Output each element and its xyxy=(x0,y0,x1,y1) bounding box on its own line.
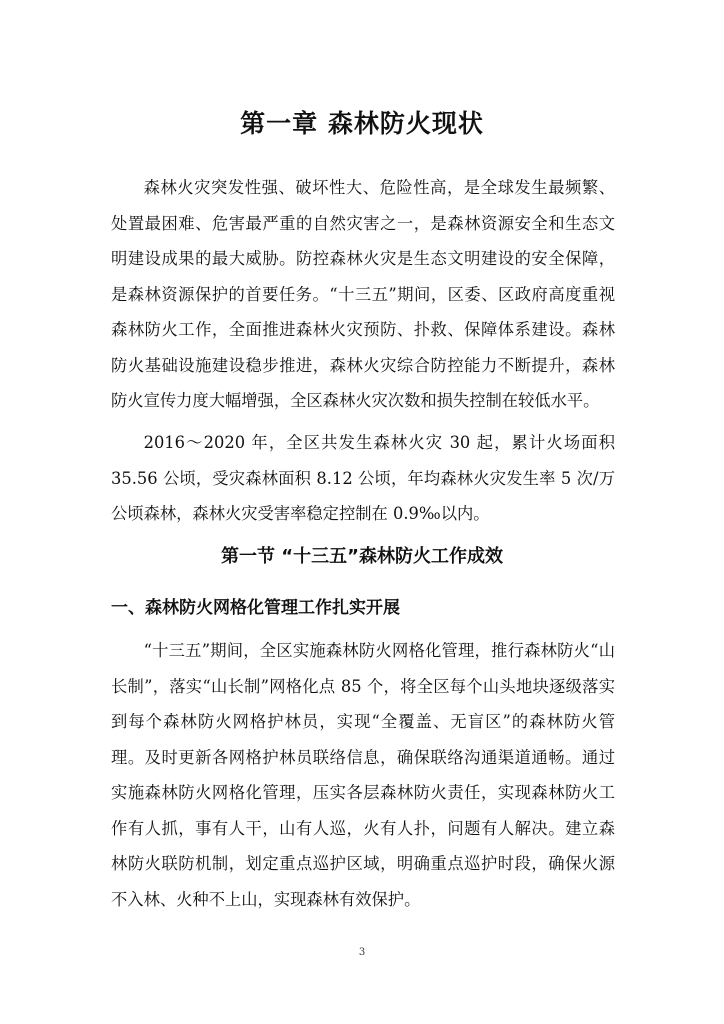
page-number: 3 xyxy=(358,947,366,958)
body-paragraph: “十三五”期间，全区实施森林防火网格化管理，推行森林防火“山长制”，落实“山长制”网格化点 85 个，将全区每个山头地块逐级落实到每个森林防火网格护林员，实现“全覆盖、无盲区”的森林防火管理。及时更新各网格护林员联络信息，确保联络沟通渠道通畅。通过实施森林防火网格化管理，压实各层森林防火责任，实现森林防火工作有人抓，事有人干，山有人巡，火有人扑，问题有人解决。建立森林防火联防机制，划定重点巡护区域，明确重点巡护时段，确保火源不入林、火种不上山，实现森林有效保护。 xyxy=(111,641,615,909)
body-paragraph: 森林火灾突发性强、破坏性大、危险性高，是全球发生最频繁、处置最困难、危害最严重的自然灾害之一，是森林资源安全和生态文明建设成果的最大威胁。防控森林火灾是生态文明建设的安全保障，是森林资源保护的首要任务。“十三五”期间，区委、区政府高度重视森林防火工作，全面推进森林火灾预防、扑救、保障体系建设。森林防火基础设施建设稳步推进，森林火灾综合防控能力不断提升，森林防火宣传力度大幅增强，全区森林火灾次数和损失控制在较低水平。 xyxy=(111,178,615,410)
chapter-title: 第一章 森林防火现状 xyxy=(240,109,484,138)
body-paragraph: 2016～2020 年，全区共发生森林火灾 30 起，累计火场面积 35.56 公顷，受灾森林面积 8.12 公顷，年均森林火灾发生率 5 次/万公顷森林，森林火灾受害率稳定控制在 0.9‰以内。 xyxy=(111,433,615,523)
subsection-title: 一、森林防火网格化管理工作扎实开展 xyxy=(111,598,400,618)
section-title: 第一节 “十三五”森林防火工作成效 xyxy=(221,546,503,567)
